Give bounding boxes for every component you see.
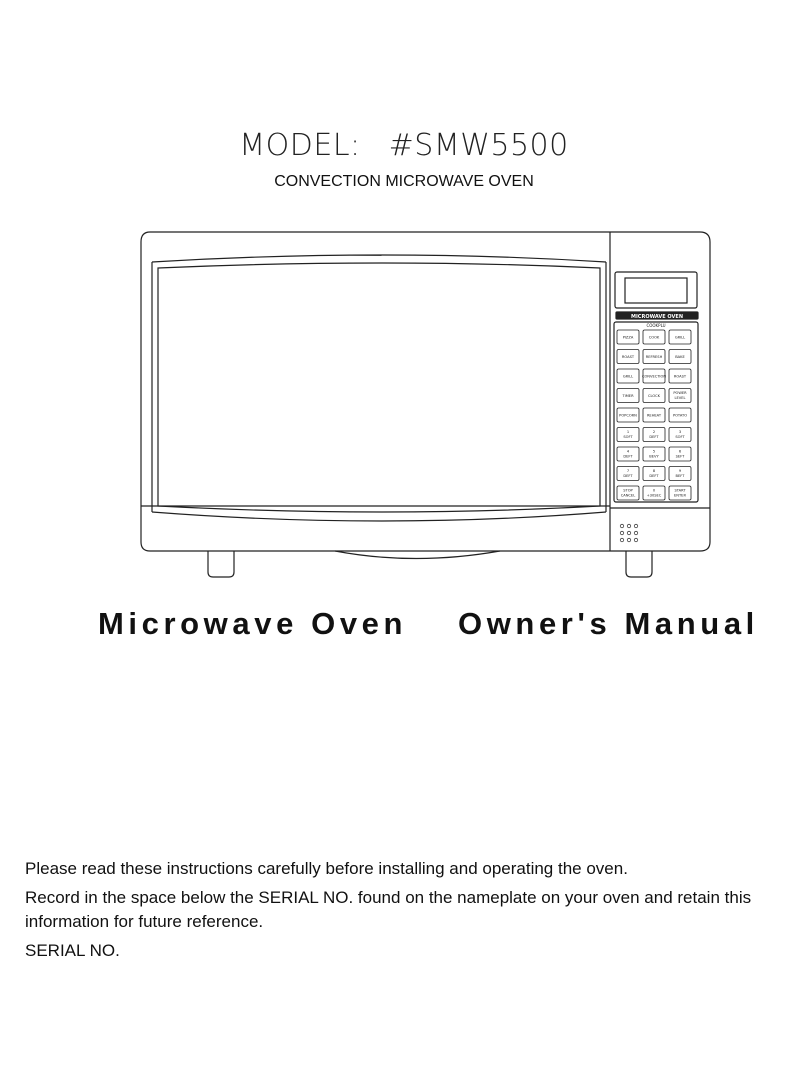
cook-title: COOKPLU: [646, 323, 666, 328]
door-window: [158, 263, 600, 512]
keypad-button-label: STOP: [623, 488, 633, 493]
keypad-button-label: GRILL: [674, 335, 686, 340]
keypad-button-label: ROAST: [621, 355, 635, 359]
keypad-button-label: REHEAT: [646, 413, 662, 418]
keypad-button-label: BAKE: [675, 355, 685, 359]
keypad-button-label: 2: [652, 430, 656, 434]
title-left: Microwave Oven: [98, 606, 408, 641]
keypad: [617, 330, 691, 500]
keypad-button-label: PIZZA: [622, 335, 634, 340]
instruction-record: Record in the space below the SERIAL NO. found on the nameplate on your oven and retain this information for future reference.: [25, 888, 752, 931]
keypad-button-label: 5: [652, 449, 656, 454]
display-screen: [625, 278, 687, 303]
keypad-button-label: START: [674, 488, 686, 493]
keypad-button-label: 9: [678, 469, 682, 473]
keypad-button-label: DEFT: [649, 435, 659, 439]
keypad-button-label: SOFT: [675, 435, 685, 439]
keypad-button-label: SOFT: [623, 435, 633, 439]
keypad-button-label: LEVEL: [674, 396, 686, 400]
keypad-button-label: 0: [652, 488, 656, 493]
keypad-button-label: CONVECTION: [641, 374, 667, 379]
keypad-button-label: GRILL: [622, 374, 634, 379]
keypad-button-label: ROAST: [673, 374, 687, 379]
keypad-button-label: 8: [652, 469, 656, 473]
keypad-button-label: CANCEL: [620, 493, 636, 498]
window-lower-curve: [152, 512, 606, 521]
instruction-read: Please read these instructions carefully before installing and operating the oven.: [25, 859, 628, 878]
keypad-button-label: 6: [678, 449, 682, 454]
instructions: [25, 857, 795, 968]
keypad-button-label: 4: [626, 449, 630, 454]
product-subtitle: CONVECTION MICROWAVE OVEN: [274, 173, 534, 190]
speaker-grille: [620, 524, 637, 541]
keypad-button-label: POWER: [673, 391, 687, 395]
turntable-base: [335, 551, 500, 559]
brand-text: MICROWAVE OVEN: [630, 314, 684, 320]
keypad-button-label: COOK: [648, 335, 660, 340]
keypad-button-label: DEFT: [623, 454, 633, 459]
foot-right: [626, 551, 652, 577]
keypad-button-label: 3: [678, 430, 682, 434]
model-label: MODEL:: [239, 128, 361, 163]
keypad-button-label: POPCORN: [619, 413, 637, 418]
keypad-button-label: REFRESH: [645, 355, 663, 359]
window-upper-curve: [152, 255, 606, 262]
title-right: Owner's Manual: [458, 606, 759, 641]
foot-left: [208, 551, 234, 577]
serial-label: SERIAL NO.: [25, 941, 120, 960]
keypad-button-label: CLOCK: [647, 394, 661, 398]
keypad-button-label: 1: [626, 430, 630, 434]
keypad-button-label: BEVY: [649, 454, 659, 459]
keypad-button-label: DEFT: [649, 474, 659, 478]
keypad-button-label: +30SEC: [646, 493, 662, 498]
keypad-button-label: BEFT: [675, 474, 685, 478]
keypad-button-label: ENTER: [674, 493, 686, 498]
keypad-button-label: 7: [626, 469, 630, 473]
keypad-button-label: TIMER: [622, 394, 634, 398]
keypad-button-label: SEFT: [675, 454, 685, 459]
model-number: #SMW5500: [388, 128, 569, 163]
keypad-button-label: DEFT: [623, 474, 633, 478]
keypad-button-label: POTATO: [672, 413, 688, 418]
